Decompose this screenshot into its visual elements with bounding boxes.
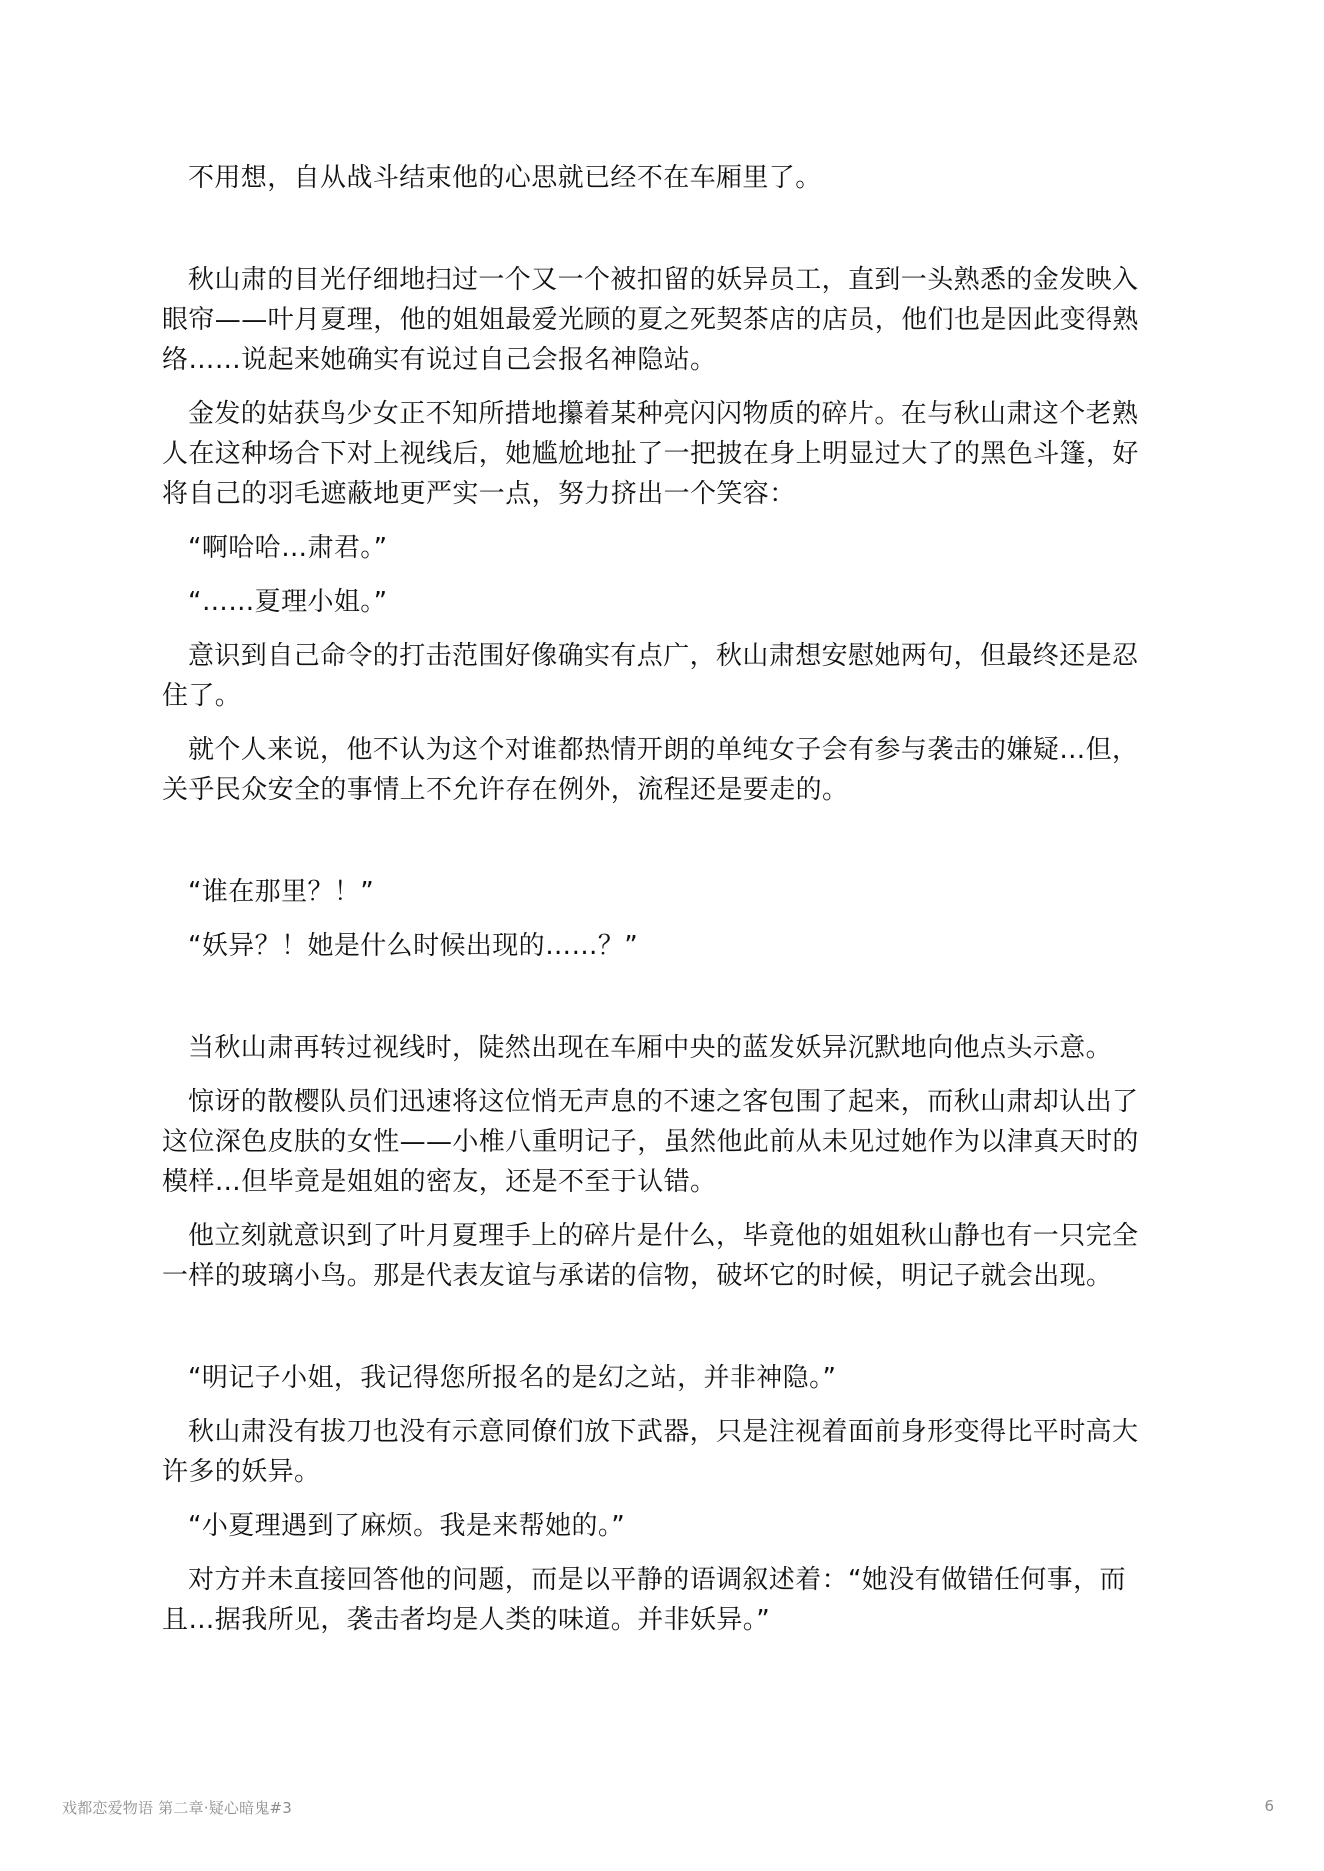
section-break (162, 966, 1162, 1028)
page-number: 6 (1264, 1797, 1274, 1815)
dialogue-line: “妖异？！她是什么时候出现的……？” (188, 931, 639, 961)
dialogue-line: “谁在那里？！” (188, 877, 375, 907)
footer-title: 戏都恋爱物语 第二章·疑心暗鬼#3 (62, 1799, 293, 1817)
dialogue-line: “啊哈哈…肃君。” (188, 533, 388, 563)
section-break (162, 810, 1162, 872)
paragraph: 秋山肃没有拔刀也没有示意同僚们放下武器，只是注视着面前身形变得比平时高大许多的妖异。 (162, 1417, 1139, 1487)
section-break (162, 198, 1162, 260)
paragraph: 意识到自己命令的打击范围好像确实有点广，秋山肃想安慰她两句，但最终还是忍住了。 (162, 641, 1139, 711)
paragraph: 当秋山肃再转过视线时，陡然出现在车厢中央的蓝发妖异沉默地向他点头示意。 (188, 1033, 1113, 1063)
dialogue-line: “小夏理遇到了麻烦。我是来帮她的。” (188, 1511, 626, 1541)
document-body (162, 158, 1162, 1640)
section-break (162, 1296, 1162, 1358)
paragraph: 对方并未直接回答他的问题，而是以平静的语调叙述着：“她没有做错任何事，而且…据我所见，袭击者均是人类的味道。并非妖异。” (162, 1565, 1126, 1635)
paragraph: 惊讶的散樱队员们迅速将这位悄无声息的不速之客包围了起来，而秋山肃却认出了这位深色皮肤的女性——小椎八重明记子，虽然他此前从未见过她作为以津真天时的模样…但毕竟是姐姐的密友，还是不至于认错。 (162, 1087, 1139, 1197)
dialogue-line: “明记子小姐，我记得您所报名的是幻之站，并非神隐。” (188, 1363, 837, 1393)
paragraph: 金发的姑获鸟少女正不知所措地攥着某种亮闪闪物质的碎片。在与秋山肃这个老熟人在这种场合下对上视线后，她尴尬地扯了一把披在身上明显过大了的黑色斗篷，好将自己的羽毛遮蔽地更严实一点，努力挤出一个笑容： (162, 399, 1139, 509)
paragraph: 不用想，自从战斗结束他的心思就已经不在车厢里了。 (188, 163, 822, 193)
paragraph: 就个人来说，他不认为这个对谁都热情开朗的单纯女子会有参与袭击的嫌疑…但，关乎民众安全的事情上不允许存在例外，流程还是要走的。 (162, 735, 1139, 805)
paragraph: 他立刻就意识到了叶月夏理手上的碎片是什么，毕竟他的姐姐秋山静也有一只完全一样的玻璃小鸟。那是代表友谊与承诺的信物，破坏它的时候，明记子就会出现。 (162, 1221, 1139, 1291)
dialogue-line: “……夏理小姐。” (188, 587, 388, 617)
paragraph: 秋山肃的目光仔细地扫过一个又一个被扣留的妖异员工，直到一头熟悉的金发映入眼帘——叶月夏理，他的姐姐最爱光顾的夏之死契茶店的店员，他们也是因此变得熟络……说起来她确实有说过自己会报名神隐站。 (162, 265, 1139, 375)
